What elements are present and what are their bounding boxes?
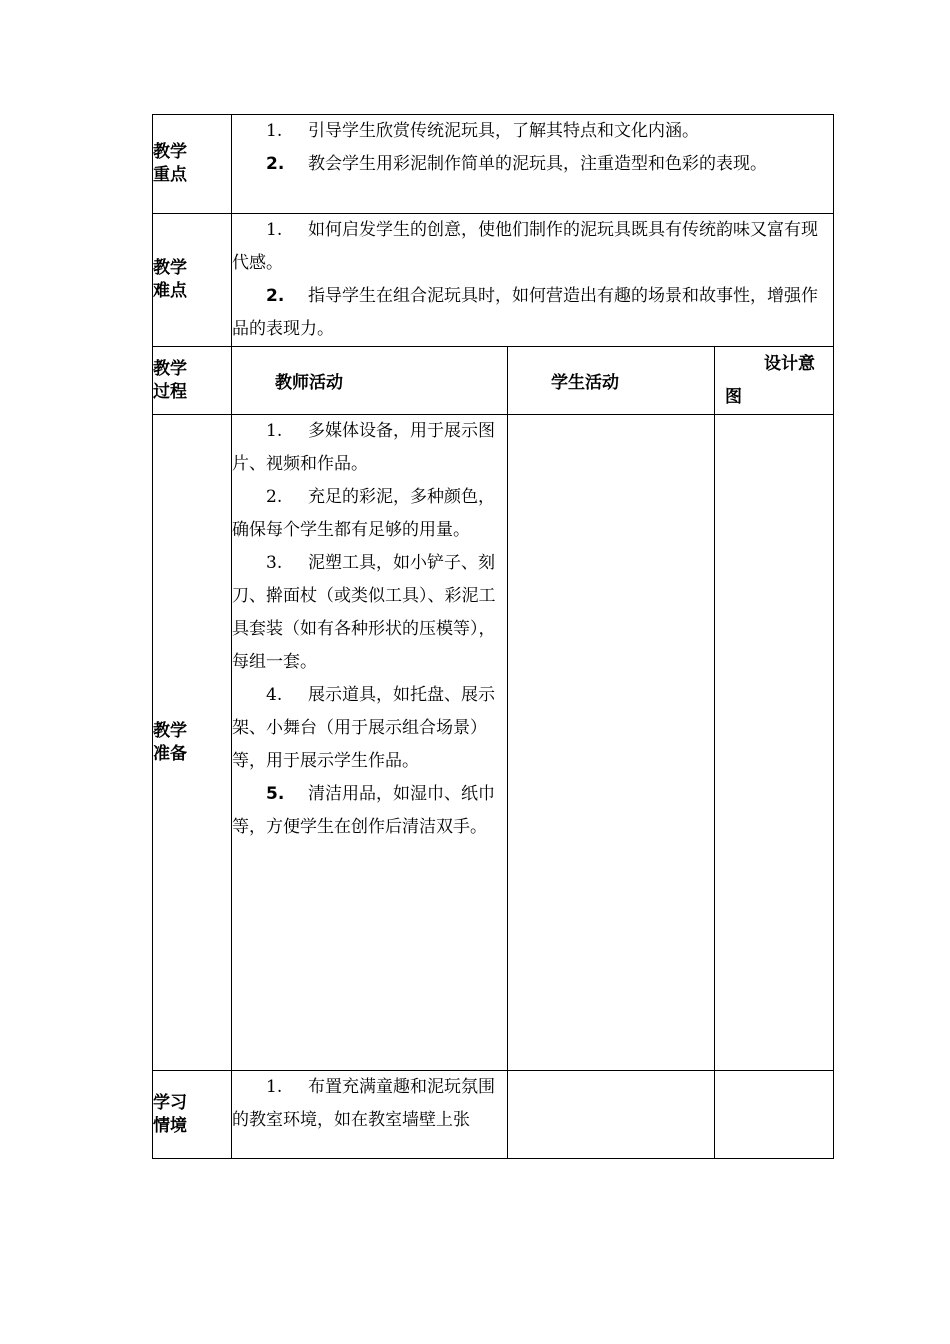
difficulties-row [153,214,834,347]
key-points-row [153,115,834,214]
preparation-teacher-cell [232,415,508,1071]
difficulties-label: 教学 难点 [153,214,232,347]
preparation-item: 5. 清洁用品，如湿巾、纸巾等，方便学生在创作后清洁双手。 [232,784,495,837]
preparation-design-cell [715,415,834,1071]
situation-student-cell [508,1071,715,1159]
process-header-row [153,347,834,415]
difficulty-item: 2. 指导学生在组合泥玩具时，如何营造出有趣的场景和故事性，增强作品的表现力。 [232,286,818,339]
design-intent-header: 设计意 图 [715,347,834,415]
key-points-label: 教学 重点 [153,115,232,214]
situation-label: 学习 情境 [153,1071,232,1159]
preparation-item: 3. 泥塑工具，如小铲子、刻刀、擀面杖（或类似工具）、彩泥工具套装（如有各种形状的压模等），每组一套。 [232,553,496,672]
key-point-item: 2. 教会学生用彩泥制作简单的泥玩具，注重造型和色彩的表现。 [266,154,767,174]
key-points-content [232,115,834,214]
teacher-activity-header: 教师活动 [232,347,508,415]
situation-design-cell [715,1071,834,1159]
process-label: 教学 过程 [153,347,232,415]
situation-item: 1. 布置充满童趣和泥玩氛围的教室环境，如在教室墙壁上张 [232,1077,495,1130]
lesson-plan-table [152,114,834,1159]
situation-row [153,1071,834,1159]
preparation-label: 教学 准备 [153,415,232,1071]
preparation-student-cell [508,415,715,1071]
difficulties-content [232,214,834,347]
key-point-item: 1. 引导学生欣赏传统泥玩具，了解其特点和文化内涵。 [266,121,699,141]
preparation-item: 1. 多媒体设备，用于展示图片、视频和作品。 [232,421,495,474]
preparation-item: 4. 展示道具，如托盘、展示架、小舞台（用于展示组合场景）等，用于展示学生作品。 [232,685,495,771]
student-activity-header: 学生活动 [508,347,715,415]
situation-teacher-cell [232,1071,508,1159]
difficulty-item: 1. 如何启发学生的创意，使他们制作的泥玩具既具有传统韵味又富有现代感。 [232,220,818,273]
preparation-item: 2. 充足的彩泥，多种颜色，确保每个学生都有足够的用量。 [232,487,495,540]
preparation-row [153,415,834,1071]
